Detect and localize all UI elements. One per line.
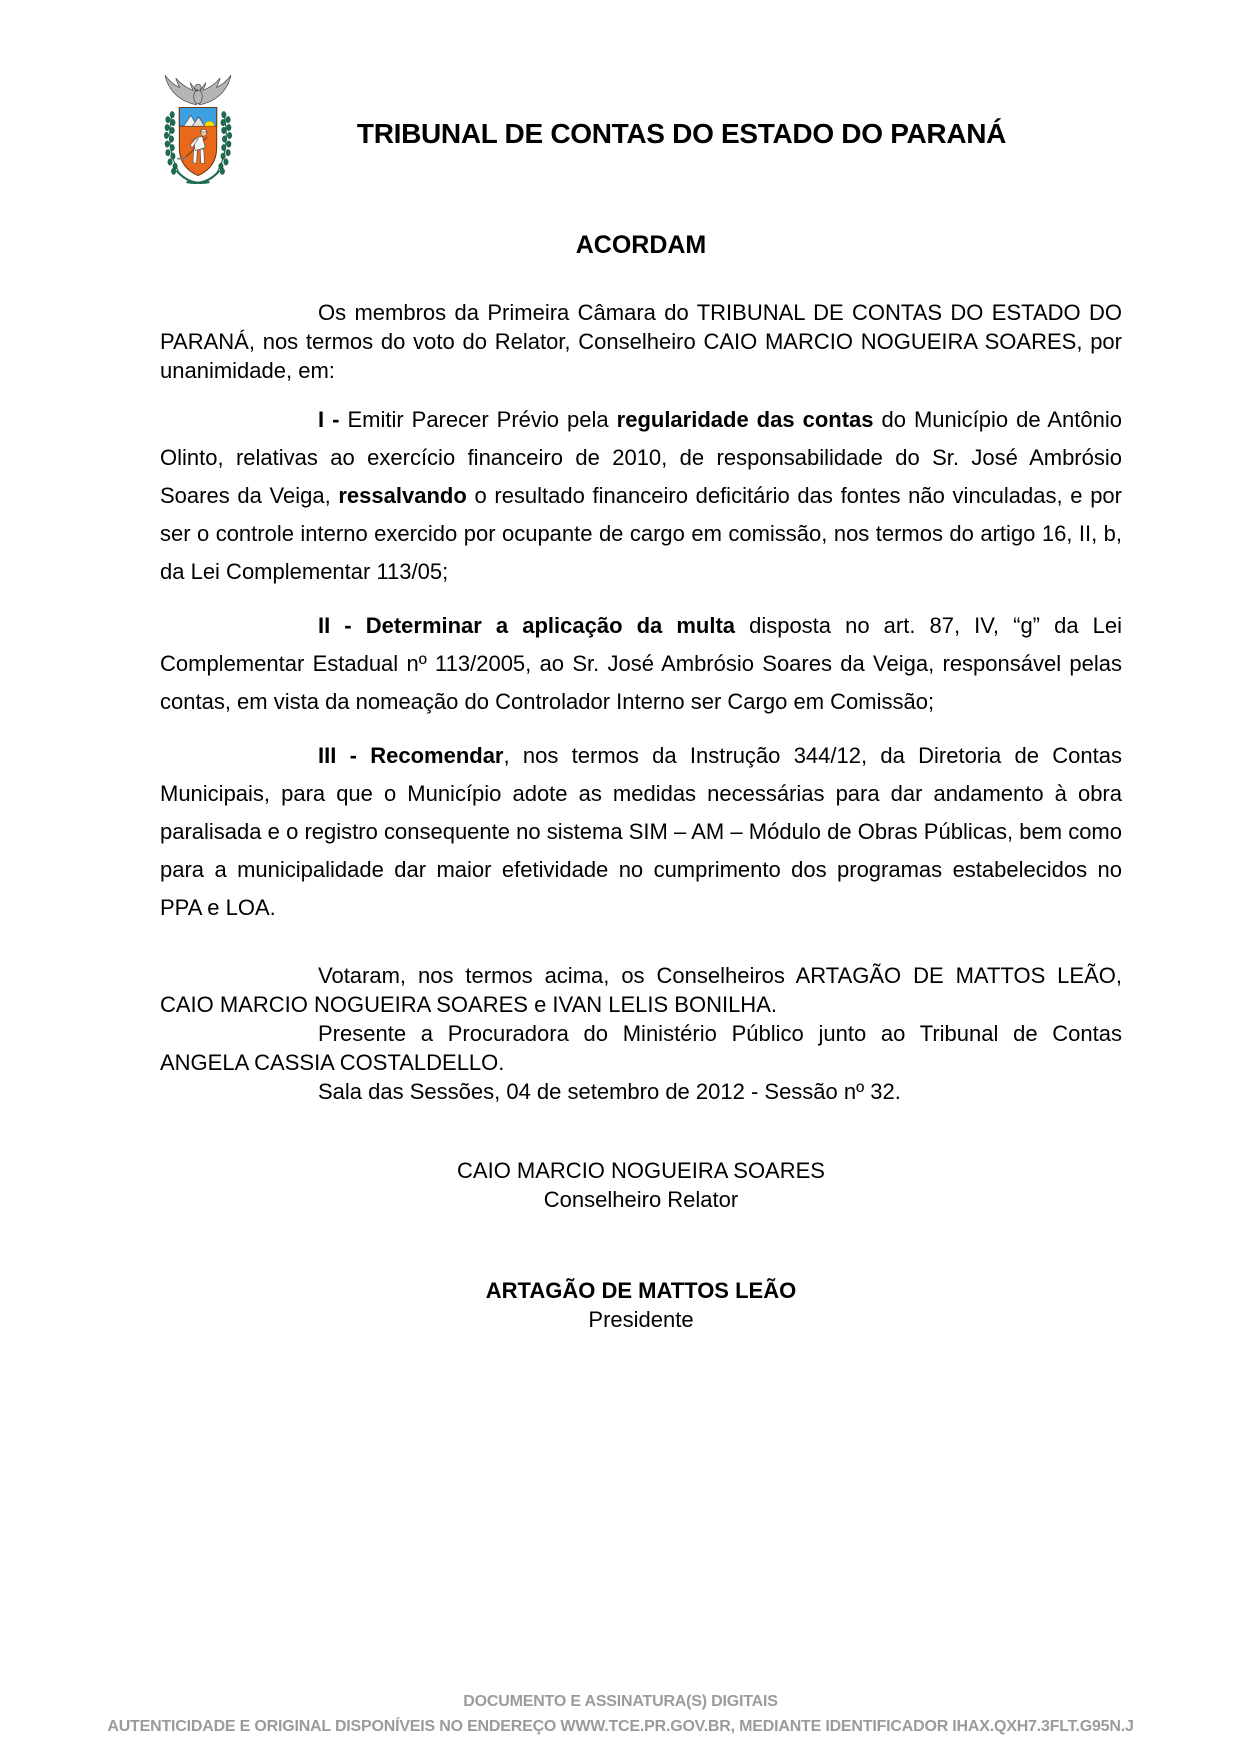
item-1-text: o resultado financeiro deficitário das fontes não vinculadas, e por ser o controle interno exercido por ocupante de cargo em comissão, nos termos do artigo 16, II, b, da Lei Complementar 113/05; [160,483,1122,584]
signature-relator [160,1156,1122,1214]
tribunal-logo [155,73,241,195]
footer-line-1: DOCUMENTO E ASSINATURA(S) DIGITAIS [463,1693,778,1710]
document-header [0,0,1241,195]
item-1-emphasis: ressalvando [338,483,467,508]
shield [177,107,216,175]
item-1-text: Emitir Parecer Prévio pela [347,407,617,432]
acordam-heading: ACORDAM [575,231,707,259]
intro-paragraph: Os membros da Primeira Câmara do TRIBUNAL DE CONTAS DO ESTADO DO PARANÁ, nos termos do voto do Relator, Conselheiro CAIO MARCIO NOGUEIRA SOARES, por unanimidade, em: [160,300,1122,383]
item-1-text: do Município de Antônio Olinto, relativas ao exercício financeiro de 2010, de responsabilidade do Sr. José Ambrósio Soares da Veiga, [160,407,1122,508]
eagle-icon [165,75,231,104]
signatory-name: CAIO MARCIO NOGUEIRA SOARES [457,1158,825,1183]
sessao-paragraph: Sala das Sessões, 04 de setembro de 2012 - Sessão nº 32. [318,1079,901,1104]
parana-coat-of-arms-icon [155,73,241,195]
signatory-name: ARTAGÃO DE MATTOS LEÃO [485,1278,797,1303]
item-2-number: II - Determinar a aplicação da multa [318,613,736,638]
footer-line-2: AUTENTICIDADE E ORIGINAL DISPONÍVEIS NO ENDEREÇO WWW.TCE.PR.GOV.BR, MEDIANTE IDENTIFICADOR IHAX.QXH7.3FLT.G95N.J [107,1718,1134,1735]
signature-presidente [160,1276,1122,1334]
digital-signature-footer [0,1689,1241,1739]
presente-paragraph: Presente a Procuradora do Ministério Público junto ao Tribunal de Contas ANGELA CASSIA COSTALDELLO. [160,1021,1122,1075]
item-1-number: I - [318,407,348,432]
document-body [0,231,1241,1334]
decision-item-1 [160,401,1122,591]
decision-item-3 [160,737,1122,927]
item-2-text: disposta no art. 87, IV, “g” da Lei Complementar Estadual nº 113/2005, ao Sr. José Ambrósio Soares da Veiga, responsável pelas contas, em vista da nomeação do Controlador Interno ser Cargo em Comissão; [160,613,1122,714]
decision-item-2 [160,607,1122,721]
signatory-role: Presidente [588,1307,694,1332]
org-title: TRIBUNAL DE CONTAS DO ESTADO DO PARANÁ [356,118,1007,149]
signatory-role: Conselheiro Relator [543,1187,739,1212]
item-3-number: III - Recomendar [318,743,504,768]
closing-block [160,961,1122,1106]
votaram-paragraph: Votaram, nos termos acima, os Conselheiros ARTAGÃO DE MATTOS LEÃO, CAIO MARCIO NOGUEIRA SOARES e IVAN LELIS BONILHA. [160,963,1122,1017]
item-1-emphasis: regularidade das contas [616,407,874,432]
item-3-text: , nos termos da Instrução 344/12, da Diretoria de Contas Municipais, para que o Município adote as medidas necessárias para dar andamento à obra paralisada e o registro consequente no sistema SIM – AM – Módulo de Obras Públicas, bem como para a municipalidade dar maior efetividade no cumprimento dos programas estabelecidos no PPA e LOA. [160,743,1122,920]
